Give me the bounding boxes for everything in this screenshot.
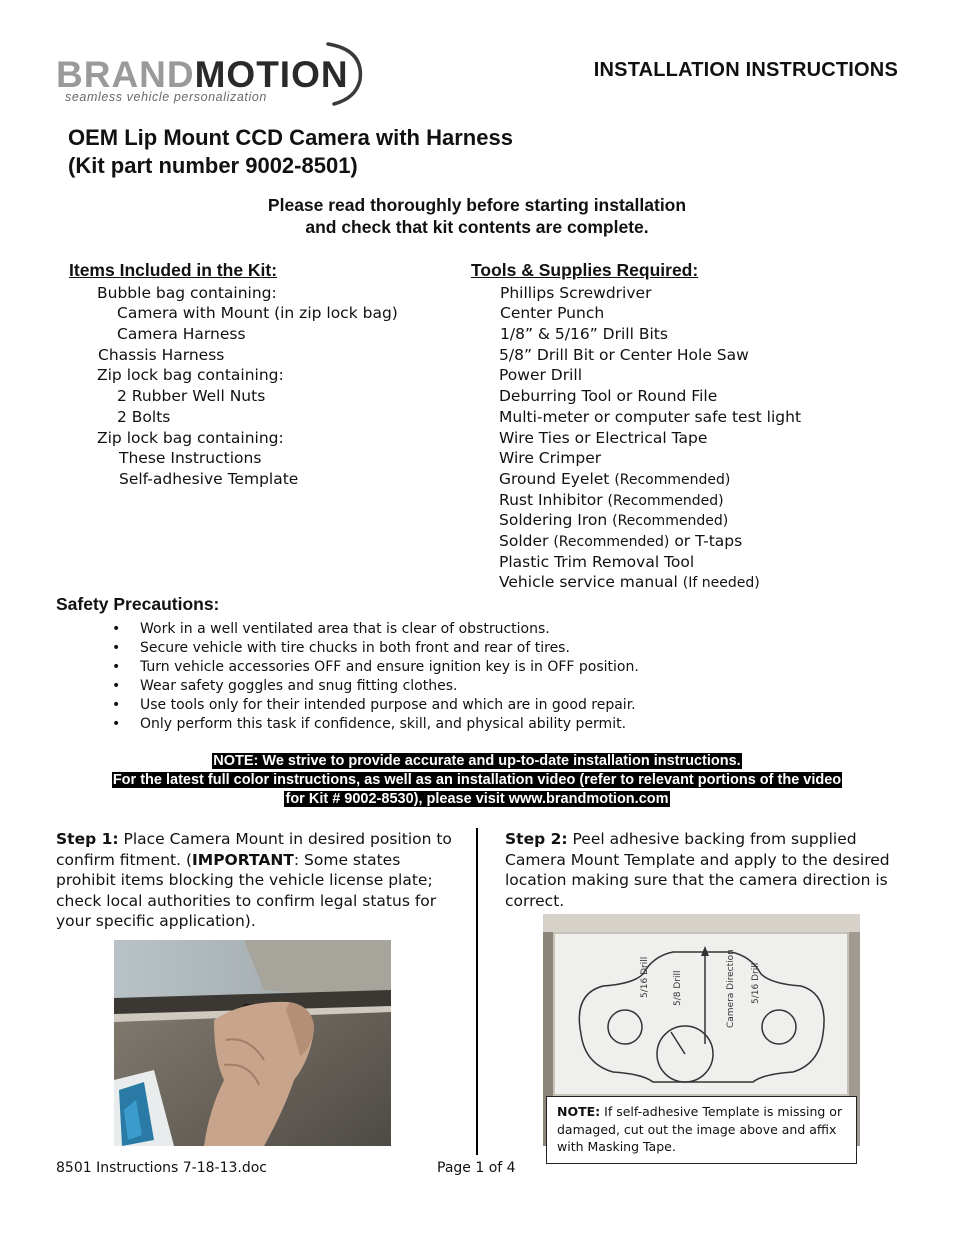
note-banner-line-1: NOTE: We strive to provide accurate and up-to-date installation instructions. bbox=[213, 753, 741, 769]
tool-item-note: (Recommended) bbox=[607, 493, 724, 509]
template-note-text: If self-adhesive Template is missing or damaged, cut out the image above and affix with Masking Tape. bbox=[557, 1104, 843, 1154]
logo-motion-text: MOTION bbox=[194, 54, 349, 95]
kit-item: Self-adhesive Template bbox=[119, 470, 299, 488]
step-1-text bbox=[56, 829, 456, 932]
logo-arc-icon bbox=[324, 40, 366, 106]
step-1-important: IMPORTANT bbox=[192, 850, 294, 869]
installation-instructions-title: INSTALLATION INSTRUCTIONS bbox=[593, 59, 898, 81]
tool-item-main: Power Drill bbox=[499, 366, 583, 384]
safety-item: • Use tools only for their intended purpose and which are in good repair. bbox=[112, 696, 639, 715]
safety-item: • Secure vehicle with tire chucks in both front and rear of tires. bbox=[112, 639, 639, 658]
logo-brand-text: BRAND bbox=[56, 54, 195, 95]
tool-item-main: Rust Inhibitor bbox=[499, 491, 603, 509]
tool-item-main: Deburring Tool or Round File bbox=[499, 387, 718, 405]
template-note-label: NOTE: bbox=[557, 1104, 601, 1119]
tool-item bbox=[499, 572, 760, 593]
brandmotion-logo bbox=[56, 40, 366, 106]
tool-item bbox=[499, 428, 707, 448]
tool-item bbox=[499, 448, 601, 468]
tool-item-note: (If needed) bbox=[682, 575, 760, 591]
tool-item-main: 5/8” Drill Bit or Center Hole Saw bbox=[499, 346, 749, 364]
kit-item: Zip lock bag containing: bbox=[97, 366, 284, 384]
template-label-center-drill: 5/8 Drill bbox=[673, 970, 683, 1006]
tool-item bbox=[499, 510, 728, 531]
tool-item-main: 1/8” & 5/16” Drill Bits bbox=[500, 325, 668, 343]
tool-item bbox=[500, 324, 668, 344]
safety-item: • Only perform this task if confidence, skill, and physical ability permit. bbox=[112, 715, 639, 734]
kit-item: These Instructions bbox=[119, 449, 262, 467]
kit-item: Camera Harness bbox=[117, 325, 246, 343]
read-notice-line-2: and check that kit contents are complete. bbox=[305, 217, 649, 237]
footer-filename: 8501 Instructions 7-18-13.doc bbox=[56, 1160, 267, 1176]
tool-item-main: Wire Crimper bbox=[499, 449, 602, 467]
tool-item bbox=[499, 407, 801, 427]
logo-wordmark bbox=[56, 56, 349, 93]
read-notice bbox=[0, 194, 954, 238]
tool-item bbox=[500, 283, 651, 303]
title-line-1: OEM Lip Mount CCD Camera with Harness bbox=[68, 125, 513, 150]
template-label-camera-direction: Camera Direction bbox=[726, 949, 736, 1028]
tool-item-main: Phillips Screwdriver bbox=[500, 284, 652, 302]
template-note-box bbox=[546, 1096, 857, 1164]
tool-item-main: Wire Ties or Electrical Tape bbox=[499, 429, 708, 447]
tool-item-main: Center Punch bbox=[500, 304, 605, 322]
template-label-left-drill: 5/16 Drill bbox=[640, 956, 650, 998]
kit-item: Zip lock bag containing: bbox=[97, 429, 284, 447]
step-2-text-body: Peel adhesive backing from supplied Camera Mount Template and apply to the desired location making sure that the camera direction is correct. bbox=[505, 830, 890, 910]
tool-item bbox=[499, 552, 694, 572]
camera-mount-photo bbox=[114, 940, 391, 1146]
step-1-text-a: Place Camera Mount in desired position to confirm fitment. ( bbox=[56, 830, 452, 869]
tool-item bbox=[499, 365, 582, 385]
tool-item bbox=[499, 469, 730, 490]
step-2-label: Step 2: bbox=[505, 830, 568, 848]
safety-item: • Wear safety goggles and snug fitting clothes. bbox=[112, 677, 639, 696]
safety-list bbox=[112, 620, 639, 734]
tool-item-note: (Recommended) bbox=[614, 472, 731, 488]
tool-item-note: (Recommended) bbox=[612, 513, 729, 529]
tool-item-main: Vehicle service manual bbox=[499, 573, 678, 591]
kit-item: 2 Bolts bbox=[117, 408, 171, 426]
tool-item-main: Ground Eyelet bbox=[499, 470, 610, 488]
kit-item: Bubble bag containing: bbox=[97, 284, 277, 302]
tool-item-main: Soldering Iron bbox=[499, 511, 608, 529]
tool-item-main: Solder bbox=[499, 532, 549, 550]
logo-tagline: seamless vehicle personalization bbox=[65, 90, 267, 104]
note-banner bbox=[0, 752, 954, 809]
read-notice-line-1: Please read thoroughly before starting installation bbox=[267, 195, 687, 215]
step-1-label: Step 1: bbox=[56, 830, 119, 848]
kit-item: Chassis Harness bbox=[98, 346, 225, 364]
template-label-right-drill: 5/16 Drill bbox=[751, 962, 761, 1004]
kit-item: Camera with Mount (in zip lock bag) bbox=[117, 304, 398, 322]
tool-item bbox=[499, 531, 742, 552]
page-title bbox=[68, 124, 513, 180]
step-2-text bbox=[505, 829, 897, 911]
column-divider bbox=[476, 828, 478, 1155]
tool-item bbox=[499, 490, 724, 511]
note-banner-line-3: for Kit # 9002-8530), please visit www.brandmotion.com bbox=[285, 791, 669, 807]
safety-item: • Work in a well ventilated area that is clear of obstructions. bbox=[112, 620, 639, 639]
kit-item: 2 Rubber Well Nuts bbox=[117, 387, 266, 405]
tool-item-main: Multi-meter or computer safe test light bbox=[499, 408, 802, 426]
tool-item-note: (Recommended) bbox=[553, 534, 670, 550]
title-line-2: (Kit part number 9002-8501) bbox=[68, 153, 358, 178]
note-banner-line-2: For the latest full color instructions, as well as an installation video (refer to relevant portions of the video bbox=[112, 772, 842, 788]
tool-item bbox=[500, 303, 604, 323]
footer-page-number: Page 1 of 4 bbox=[437, 1160, 516, 1176]
tool-item-main: Plastic Trim Removal Tool bbox=[499, 553, 695, 571]
kit-items-heading: Items Included in the Kit: bbox=[69, 260, 278, 280]
tool-item-tail: or T-taps bbox=[674, 532, 743, 550]
tool-item bbox=[499, 345, 749, 365]
tools-heading: Tools & Supplies Required: bbox=[471, 260, 699, 280]
safety-heading: Safety Precautions: bbox=[56, 594, 220, 614]
safety-item: • Turn vehicle accessories OFF and ensure ignition key is in OFF position. bbox=[112, 658, 639, 677]
tool-item bbox=[499, 386, 717, 406]
step-1-text-b: : Some states prohibit items blocking the vehicle license plate; check local authorities to confirm legal status for your specific application). bbox=[56, 850, 437, 930]
